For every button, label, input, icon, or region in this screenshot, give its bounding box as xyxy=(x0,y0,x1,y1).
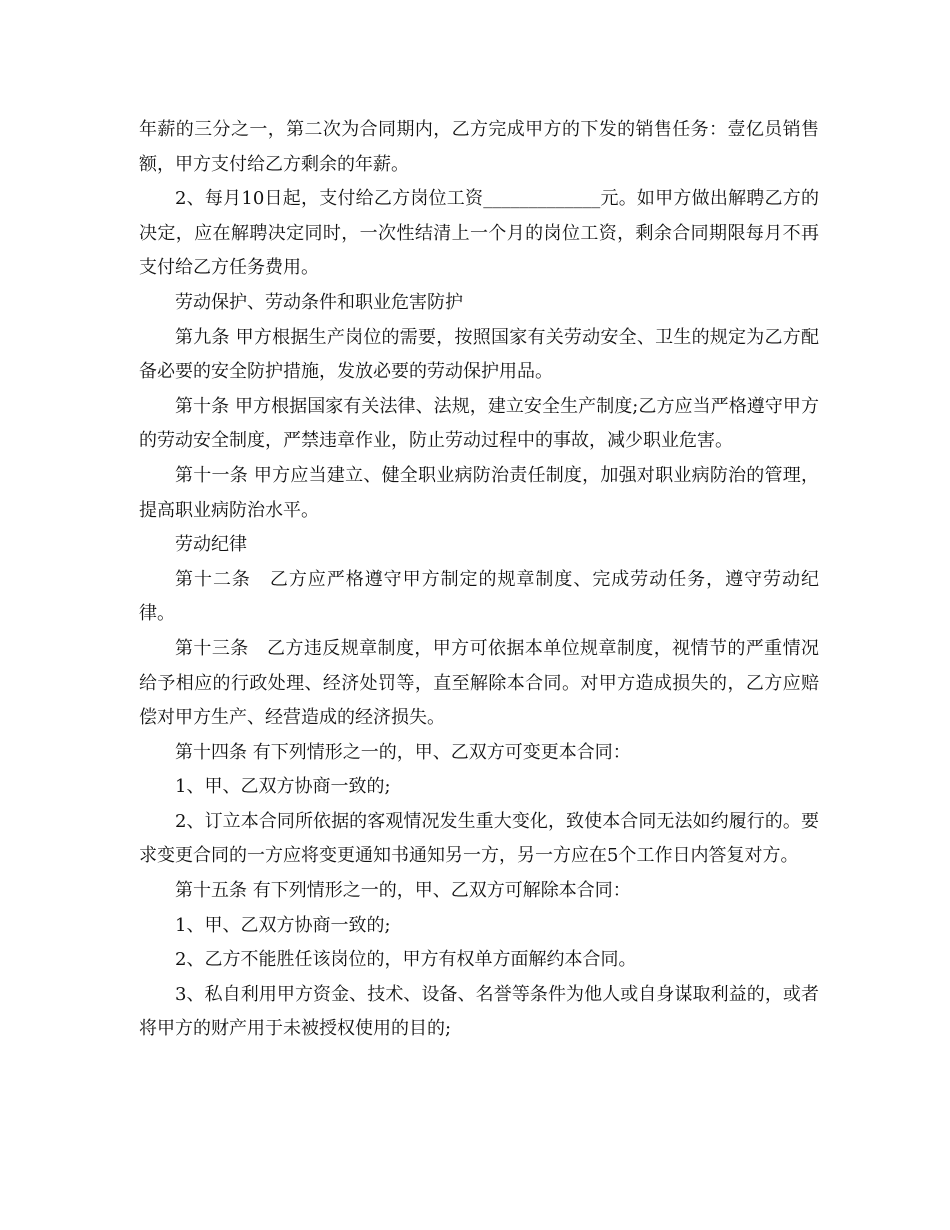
article-15-item-2: 2、乙方不能胜任该岗位的，甲方有权单方面解约本合同。 xyxy=(175,949,637,971)
section-heading-labor-protection: 劳动保护、劳动条件和职业危害防护 xyxy=(175,291,463,313)
article-15-item-1: 1、甲、乙双方协商一致的; xyxy=(175,914,391,936)
article-15-item-3: 3、私自利用甲方资金、技术、设备、名誉等条件为他人或自身谋取利益的，或者将甲方的财产用于未被授权使用的目的; xyxy=(139,983,819,1040)
article-15: 第十五条 有下列情形之一的，甲、乙双方可解除本合同： xyxy=(175,880,631,902)
article-14-item-2: 2、订立本合同所依据的客观情况发生重大变化，致使本合同无法如约履行的。要求变更合同的一方应将变更通知书通知另一方，另一方应在5个工作日内答复对方。 xyxy=(139,810,819,867)
article-14-item-1: 1、甲、乙双方协商一致的; xyxy=(175,776,391,798)
article-12: 第十二条 乙方应严格遵守甲方制定的规章制度、完成劳动任务，遵守劳动纪律。 xyxy=(139,568,819,625)
article-14: 第十四条 有下列情形之一的，甲、乙双方可变更本合同： xyxy=(175,741,631,763)
section-heading-labor-discipline: 劳动纪律 xyxy=(175,534,247,556)
article-9: 第九条 甲方根据生产岗位的需要，按照国家有关劳动安全、卫生的规定为乙方配备必要的安全防护措施，发放必要的劳动保护用品。 xyxy=(139,326,819,383)
article-11: 第十一条 甲方应当建立、健全职业病防治责任制度，加强对职业病防治的管理，提高职业病防治水平。 xyxy=(139,464,819,521)
article-13: 第十三条 乙方违反规章制度，甲方可依据本单位规章制度，视情节的严重情况给予相应的行政处理、经济处罚等，直至解除本合同。对甲方造成损失的，乙方应赔偿对甲方生产、经营造成的经济损失。 xyxy=(139,637,819,729)
paragraph-monthly-wage: 2、每月10日起，支付给乙方岗位工资_____________元。如甲方做出解聘乙方的决定，应在解聘决定同时，一次性结清上一个月的岗位工资，剩余合同期限每月不再支付给乙方任务费用。 xyxy=(139,188,819,279)
document-body xyxy=(139,113,819,1047)
article-10: 第十条 甲方根据国家有关法律、法规，建立安全生产制度;乙方应当严格遵守甲方的劳动安全制度，严禁违章作业，防止劳动过程中的事故，减少职业危害。 xyxy=(139,395,819,452)
paragraph-salary-continuation: 年薪的三分之一，第二次为合同期内，乙方完成甲方的下发的销售任务：壹亿员销售额，甲方支付给乙方剩余的年薪。 xyxy=(139,119,819,175)
